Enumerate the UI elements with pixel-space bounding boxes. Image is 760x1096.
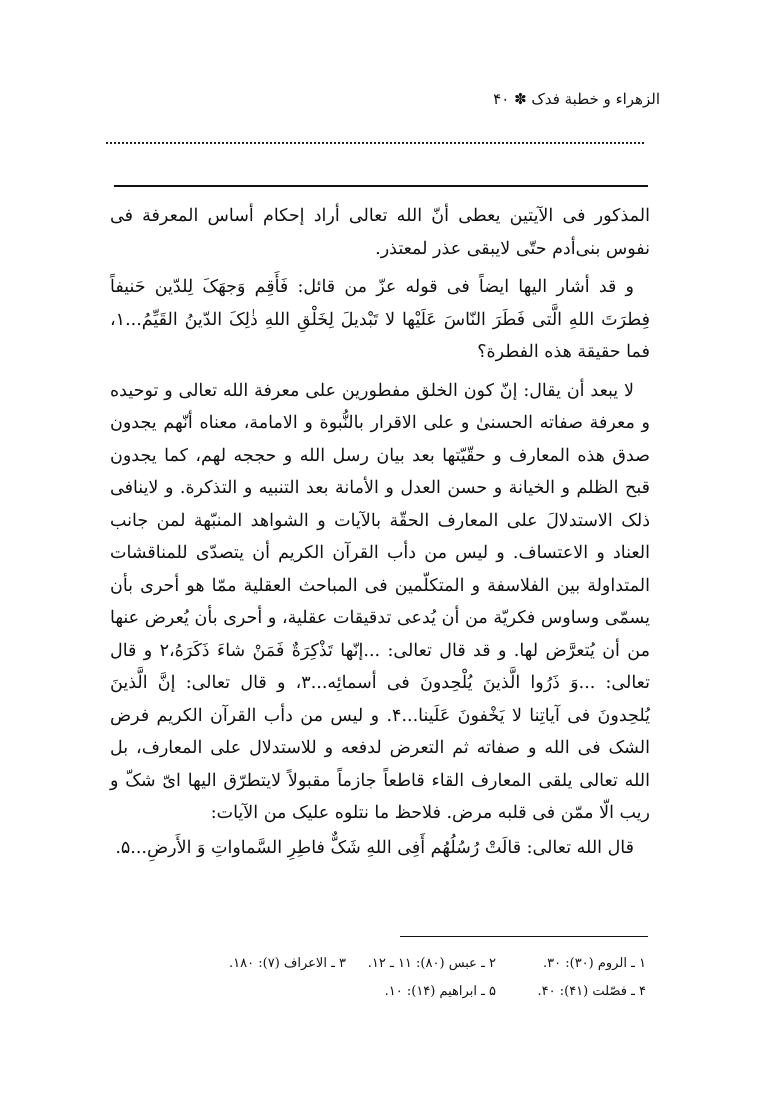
footnote-row [140,950,646,978]
body-text [110,200,650,864]
footnote: ٣ ـ الاعراف (٧): ١٨٠. [229,956,346,971]
running-header: الزهراء و خطبة فدک ✽ ۴۰ [493,90,660,108]
paragraph: لا یبعد أن یقال: إنّ کون الخلق مفطورین علی معرفة الله تعالی و توحیده و معرفة صفاته الحسنیٰ و علی الاقرار بالنُّبوة و الامامة، معناه أنّهم یجدون صدق هذه المعارف و حقّیّتها بعد بیان رسل الله و حججه لهم، کما یجدون قبح الظلم و الخیانة و حسن العدل و الأمانة بعد التنبیه و التذکرة. و لاینافی ذلک الاستدلالَ علی المعارف الحقّة بالآیات و الشواهد المنبّهة لمن جانب العناد و الاعتساف. و لیس من دأب القرآن الکریم أن یتصدّی للمناقشات المتداولة بین الفلاسفة و المتکلّمین فی المباحث العقلیة ممّا هو أحری بأن یسمّی وساوس فکریّة من أن یُدعی تدقیقات عقلیة، و أحری بأن یُعرض عنها من أن یُتعرَّض لها. و قد قال تعالی: ...إنّها تَذْکِرَةٌ فَمَنْ شاءَ ذَکَرَهُ،٢ و قال تعالی: ...وَ ذَرُوا الَّذینَ یُلْحِدونَ فی أسمائِه...٣، و قال تعالی: إنَّ الَّذینَ یُلحِدونَ فی آیاتِنا لا یَخْفونَ عَلَینا...۴. و لیس من دأب القرآن الکریم فرض الشک فی الله و صفاته ثم التعرض لدفعه و للاستدلال علی المعارف، بل الله تعالی یلقی المعارف القاء قاطعاً جازماً مقبولاً لایتطرّق الیها ایّ شکّ و ریب الّا ممّن فی قلبه مرض. فلاحظ ما نتلوه علیک من الآیات: [110,380,651,823]
footnote-rule [400,936,648,937]
paragraph: و قد أشار الیها ایضاً فی قوله عزّ من قائل: فَأَقِم وَجهَکَ لِلدّین حَنیفاً فِطرَتَ اللهِ الَّتی فَطَرَ النّاسَ عَلَیْها لا تَبْدیلَ لِخَلْقِ اللهِ ذٰلِکَ الدّینُ القَیِّمُ...١، فما حقیقة هذه الفطرة؟ [110,277,650,362]
header-rule [114,185,648,187]
footnote-row [140,978,646,1006]
footnote: ۵ ـ ابراهیم (١۴): ١٠. [384,984,496,999]
paragraph: المذکور فی الآیتین یعطی أنّ الله تعالی أراد إحکام أساس المعرفة فی نفوس بنی‌أدم حتّی لایبقی عذر لمعتذر. [110,206,650,259]
footnote: ۴ ـ فصّلت (۴١): ۴٠. [537,984,646,999]
footnote: ٢ ـ عبس (٨٠): ١١ ـ ١٢. [367,956,496,971]
footnotes [140,950,646,1006]
footnote: ١ ـ الروم (٣٠): ٣٠. [542,956,646,971]
dotted-separator [106,142,644,144]
verse-line: قال الله تعالی: قالَتْ رُسُلُهُم أَفِی اللهِ شَکٌّ فاطِرِ السَّماواتِ وَ الأَرضِ...۵. [115,837,634,858]
